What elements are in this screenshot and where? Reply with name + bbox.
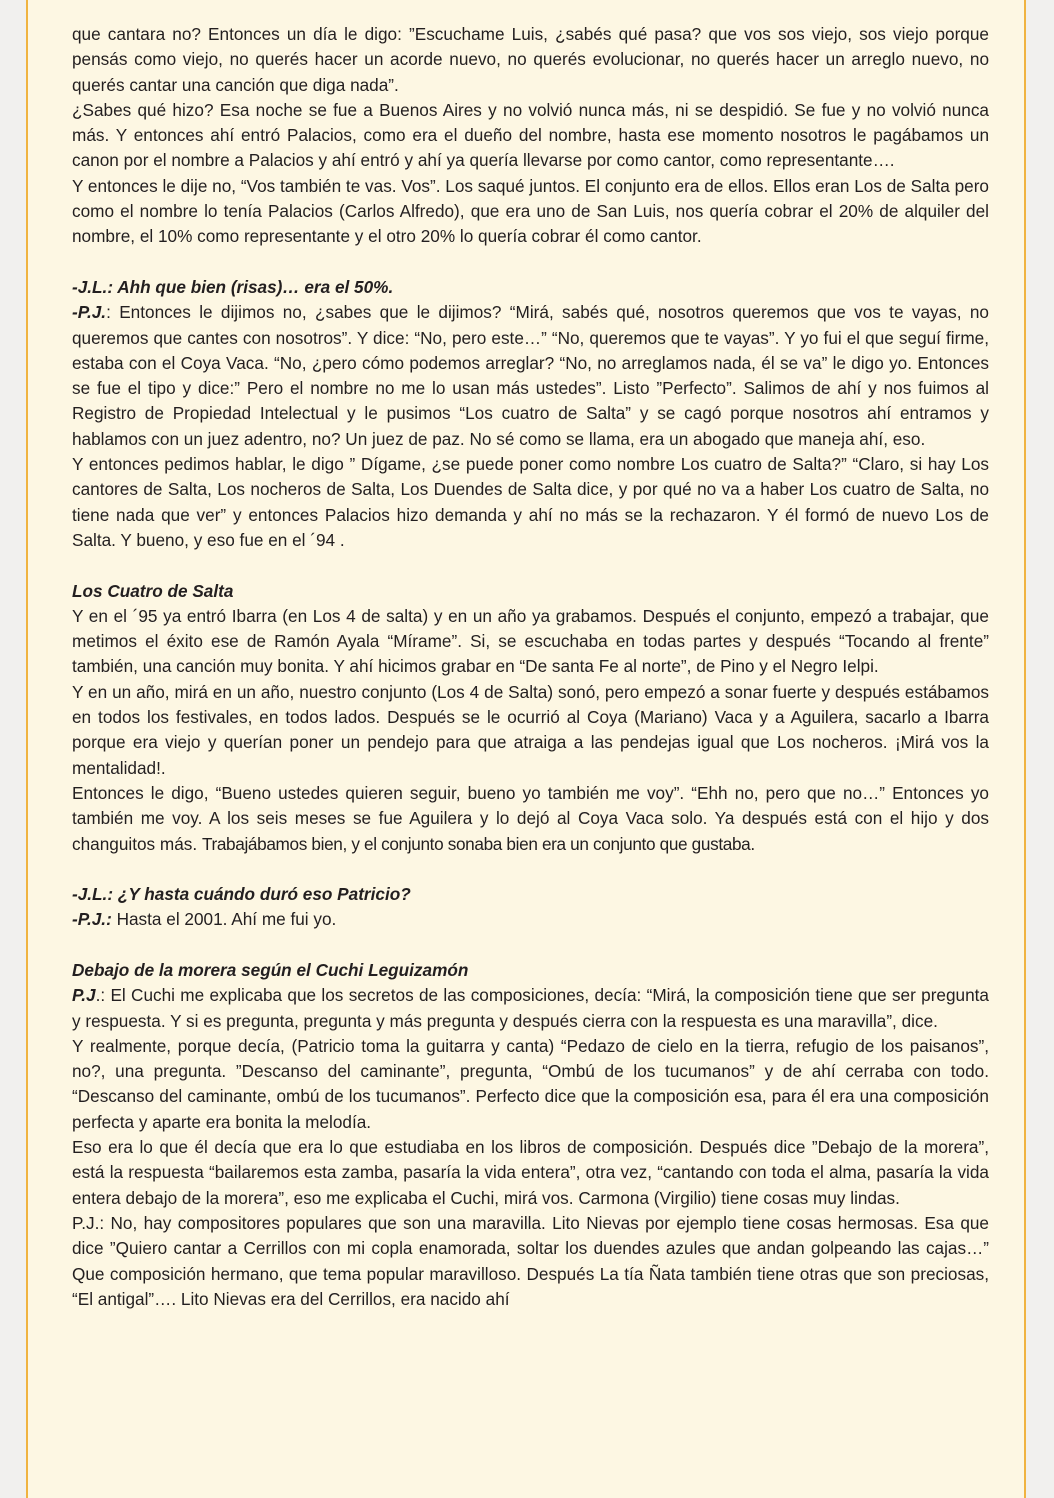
- answer-paragraph: [72, 983, 989, 1034]
- section-heading: Debajo de la morera según el Cuchi Leguizamón: [72, 959, 469, 980]
- paragraph: Y en el ´95 ya entró Ibarra (en Los 4 de salta) y en un año ya grabamos. Después el conjunto, empezó a trabajar, que metimos el éxito ese de Ramón Ayala “Mírame”. Si, se escuchaba en todas partes y después “Tocando al frente” también, una canción muy bonita. Y ahí hicimos grabar en “De santa Fe al norte”, de Pino y el Negro Ielpi.: [72, 605, 989, 677]
- interviewer-question: -J.L.: Ahh que bien (risas)… era el 50%.: [72, 276, 394, 297]
- speaker-label: -P.J.:: [72, 909, 112, 930]
- paragraph: P.J.: No, hay compositores populares que son una maravilla. Lito Nievas por ejemplo tiene cosas hermosas. Esa que dice ”Quiero cantar a Cerrillos con mi copla enamorada, soltar los duendes azules que andan golpeando las cajas…” Que composición hermano, que tema popular maravilloso. Después La tía Ñata también tiene otras que son preciosas, “El antigal”…. Lito Nievas era del Cerrillos, era nacido ahí: [72, 1212, 989, 1309]
- spacer: [72, 553, 989, 578]
- speaker-label: P.J: [72, 985, 96, 1006]
- answer-paragraph: [72, 907, 989, 932]
- paragraph: Y en un año, mirá en un año, nuestro conjunto (Los 4 de Salta) sonó, pero empezó a sonar fuerte y después estábamos en todos los festivales, en todos lados. Después se le ocurrió al Coya (Mariano) Vaca y a Aguilera, sacarlo a Ibarra porque era viejo y querían poner un pendejo para que atraiga a las pendejas igual que Los nocheros. ¡Mirá vos la mentalidad!.: [72, 681, 989, 778]
- interviewer-question: -J.L.: ¿Y hasta cuándo duró eso Patricio?: [72, 884, 411, 905]
- answer-text: .: El Cuchi me explicaba que los secretos de las composiciones, decía: “Mirá, la composición tiene que ser pregunta y respuesta. Y si es pregunta, pregunta y más pregunta y después cierra con la respuesta es una maravilla”, dice.: [72, 985, 989, 1031]
- article-body: [72, 22, 989, 1312]
- paragraph-text-condensed: Trabajábamos bien, y el conjunto sonaba bien era un conjunto que gustaba.: [201, 833, 755, 854]
- paragraph: [72, 781, 989, 857]
- paragraph: que cantara no? Entonces un día le digo: ”Escuchame Luis, ¿sabés qué pasa? que vos sos viejo, sos viejo porque pensás como viejo, no querés hacer un acorde nuevo, no querés evolucionar, no querés hacer un arreglo nuevo, no querés cantar una canción que diga nada”.: [72, 24, 989, 95]
- spacer: [72, 857, 989, 882]
- speaker-label: -P.J.: [72, 302, 107, 323]
- paragraph: Y entonces le dije no, “Vos también te vas. Vos”. Los saqué juntos. El conjunto era de ellos. Ellos eran Los de Salta pero como el nombre lo tenía Palacios (Carlos Alfredo), que era uno de San Luis, nos quería cobrar el 20% de alquiler del nombre, el 10% como representante y el otro 20% lo quería cobrar él como cantor.: [72, 175, 989, 247]
- spacer: [72, 933, 989, 958]
- page: [26, 0, 1026, 1498]
- section-heading: Los Cuatro de Salta: [72, 580, 234, 601]
- answer-text: : Entonces le dijimos no, ¿sabes que le dijimos? “Mirá, sabés qué, nosotros queremos que vos te vayas, no queremos que cantes con nosotros”. Y dice: “No, pero este…” “No, queremos que te vayas”. Y yo fui el que seguí firme, estaba con el Coya Vaca. “No, ¿pero cómo podemos arreglar? “No, no arreglamos nada, él se va” le digo yo. Entonces se fue el tipo y dice:” Pero el nombre no me lo usan más ustedes”. Listo ”Perfecto”. Salimos de ahí y nos fuimos al Registro de Propiedad Intelectual y le pusimos “Los cuatro de Salta” y se cagó porque nosotros ahí entramos y hablamos con un juez adentro, no? Un juez de paz. No sé como se llama, era un abogado que maneja ahí, eso.: [72, 302, 989, 449]
- paragraph: Eso era lo que él decía que era lo que estudiaba en los libros de composición. Después dice ”Debajo de la morera”, está la respuesta “bailaremos esta zamba, pasaría la vida entera”, otra vez, “cantando con toda el alma, pasaría la vida entera debajo de la morera”, eso me explicaba el Cuchi, mirá vos. Carmona (Virgilio) tiene cosas muy lindas.: [72, 1137, 989, 1208]
- paragraph: Y entonces pedimos hablar, le digo ” Dígame, ¿se puede poner como nombre Los cuatro de Salta?” “Claro, si hay Los cantores de Salta, Los nocheros de Salta, Los Duendes de Salta dice, y por qué no va a haber Los cuatro de Salta, no tiene nada que ver” y entonces Palacios hizo demanda y ahí no más se la rechazaron. Y él formó de nuevo Los de Salta. Y bueno, y eso fue en el ´94 .: [72, 454, 989, 550]
- answer-text: Hasta el 2001. Ahí me fui yo.: [111, 909, 337, 930]
- paragraph: ¿Sabes qué hizo? Esa noche se fue a Buenos Aires y no volvió nunca más, ni se despidió. Se fue y no volvió nunca más. Y entonces ahí entró Palacios, como era el dueño del nombre, hasta ese momento nosotros le pagábamos un canon por el nombre a Palacios y ahí entró y ahí ya quería llevarse por como cantor, como representante….: [72, 99, 989, 171]
- paragraph: Y realmente, porque decía, (Patricio toma la guitarra y canta) “Pedazo de cielo en la tierra, refugio de los paisanos”, no?, una pregunta. ”Descanso del caminante”, pregunta, “Ombú de los tucumanos” y de ahí cerraba con todo. “Descanso del caminante, ombú de los tucumanos”. Perfecto dice que la composición esa, para él era una composición perfecta y aparte era bonita la melodía.: [72, 1035, 989, 1132]
- answer-paragraph: [72, 300, 989, 452]
- paragraph-text: Entonces le digo, “Bueno ustedes quieren seguir, bueno yo también me voy”. “Ehh no, pero que no…” Entonces yo también me voy. A los seis meses se fue Aguilera y lo dejó al Coya Vaca solo. Ya después está con el hijo y dos changuitos más.: [72, 782, 989, 854]
- spacer: [72, 250, 989, 275]
